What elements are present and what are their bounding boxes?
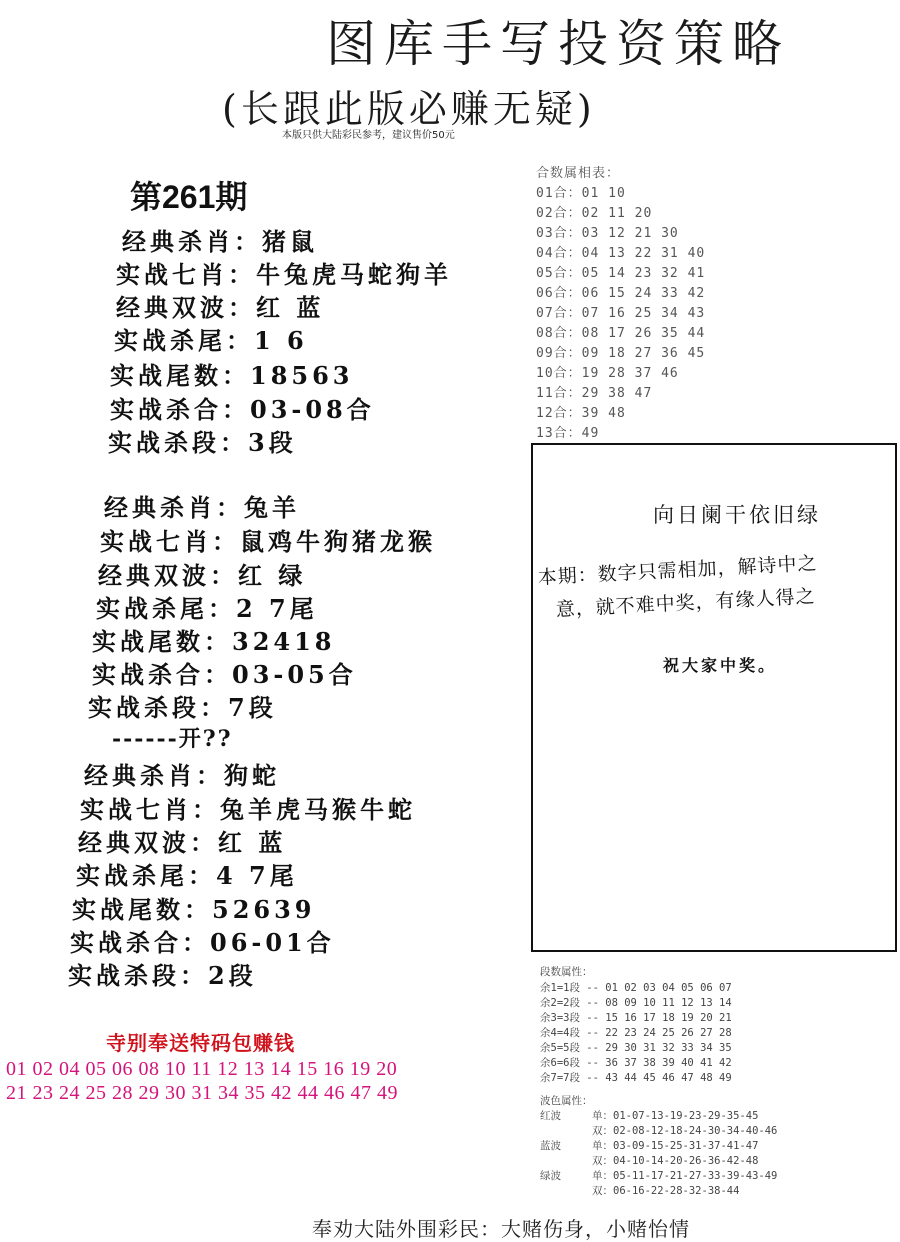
row-value: 红 蓝 — [256, 293, 325, 322]
row-value: 红 蓝 — [218, 828, 287, 857]
wave-numbers: 03-09-15-25-31-37-41-47 — [613, 1140, 759, 1152]
row-value: 猪鼠 — [262, 227, 318, 256]
sum-table-row: 07合：07 16 25 34 43 — [536, 306, 706, 321]
row-value: 52639 — [212, 895, 316, 924]
sum-table-row: 12合：39 48 — [536, 406, 626, 421]
segment-table-row: 余5=5段 -- 29 30 31 32 33 34 35 — [540, 1042, 732, 1054]
prediction-row — [116, 288, 324, 323]
prediction-row — [68, 956, 257, 991]
prediction-row — [98, 556, 306, 591]
row-label: 实战杀段： — [68, 961, 208, 990]
row-label: 实战杀合： — [70, 928, 210, 957]
wave-row — [540, 1123, 777, 1138]
row-value: 2段 — [208, 961, 257, 990]
wave-numbers: 04-10-14-20-26-36-42-48 — [613, 1155, 759, 1167]
segment-table-title: 段数属性： — [540, 966, 593, 978]
wave-kind: 单： — [592, 1140, 613, 1152]
row-label: 实战杀合： — [92, 660, 232, 689]
sum-table-row: 10合：19 28 37 46 — [536, 366, 679, 381]
prediction-row — [108, 423, 297, 458]
sum-table-row: 08合：08 17 26 35 44 — [536, 326, 706, 341]
wave-numbers: 01-07-13-19-23-29-35-45 — [613, 1110, 759, 1122]
row-label: 经典杀肖： — [104, 493, 244, 522]
sum-table-row: 01合：01 10 — [536, 186, 626, 201]
row-label: 实战七肖： — [100, 527, 240, 556]
wish-text: 祝大家中奖。 — [663, 656, 778, 675]
row-value: 06-01合 — [210, 928, 335, 957]
row-label: 实战七肖： — [80, 795, 220, 824]
wave-kind: 双： — [592, 1185, 613, 1197]
row-value: 鼠鸡牛狗猪龙猴 — [240, 527, 436, 556]
wave-label: 红波 — [540, 1110, 561, 1122]
prediction-row — [110, 356, 354, 391]
sum-table-row: 06合：06 15 24 33 42 — [536, 286, 706, 301]
promo-numbers-line-2: 21 23 24 25 28 29 30 31 34 35 42 44 46 47 49 — [6, 1082, 398, 1104]
footer-warning: 奉劝大陆外围彩民：大赌伤身，小赌怡情 — [312, 1217, 690, 1241]
wave-row — [540, 1153, 758, 1168]
segment-table-row: 余6=6段 -- 36 37 38 39 40 41 42 — [540, 1057, 732, 1069]
row-value: 狗蛇 — [224, 761, 280, 790]
sum-table-title: 合数属相表： — [536, 166, 621, 181]
wave-kind: 双： — [592, 1155, 613, 1167]
sum-table-row: 11合：29 38 47 — [536, 386, 653, 401]
wave-row — [540, 1183, 739, 1198]
row-value: 7段 — [228, 693, 277, 722]
prediction-row — [110, 390, 375, 425]
promo-numbers-line-1: 01 02 04 05 06 08 10 11 12 13 14 15 16 19 20 — [6, 1058, 398, 1080]
prediction-row — [80, 790, 416, 825]
prediction-row — [96, 589, 318, 624]
row-value: 4 7尾 — [216, 861, 298, 890]
row-value: 3段 — [248, 428, 297, 457]
poem-line-2: 本期：数字只需相加，解诗中之 — [537, 552, 818, 589]
row-label: 实战尾数： — [72, 895, 212, 924]
sum-table-row: 02合：02 11 20 — [536, 206, 653, 221]
segment-table-row: 余1=1段 -- 01 02 03 04 05 06 07 — [540, 982, 732, 994]
wave-numbers: 02-08-12-18-24-30-34-40-46 — [613, 1125, 778, 1137]
prediction-row — [104, 488, 300, 523]
row-label: 实战杀尾： — [114, 326, 254, 355]
page-subtitle: (长跟此版必赚无疑) — [222, 87, 596, 131]
prediction-row — [72, 890, 316, 925]
wave-kind: 单： — [592, 1110, 613, 1122]
prediction-row — [100, 522, 436, 557]
page-title: 图库手写投资策略 — [326, 15, 790, 73]
row-label: 经典双波： — [78, 828, 218, 857]
row-label: 实战尾数： — [110, 361, 250, 390]
row-label: 实战七肖： — [116, 260, 256, 289]
wave-row — [540, 1108, 758, 1123]
row-value: 2 7尾 — [236, 594, 318, 623]
sum-table-row: 09合：09 18 27 36 45 — [536, 346, 706, 361]
segment-table-row: 余7=7段 -- 43 44 45 46 47 48 49 — [540, 1072, 732, 1084]
row-value: 红 绿 — [238, 561, 307, 590]
prediction-row — [84, 756, 280, 791]
prediction-row — [116, 255, 452, 290]
row-label: 实战杀段： — [88, 693, 228, 722]
row-label: 实战杀合： — [110, 395, 250, 424]
separator-line: ------开?? — [112, 726, 233, 752]
row-value: 兔羊 — [244, 493, 300, 522]
poem-box — [531, 443, 897, 952]
sum-table-row: 05合：05 14 23 32 41 — [536, 266, 706, 281]
segment-table-row: 余2=2段 -- 08 09 10 11 12 13 14 — [540, 997, 732, 1009]
row-label: 实战尾数： — [92, 627, 232, 656]
price-note: 本版只供大陆彩民参考，建议售价50元 — [282, 130, 455, 141]
prediction-row — [88, 688, 277, 723]
row-value: 兔羊虎马猴牛蛇 — [220, 795, 416, 824]
sum-table-row: 03合：03 12 21 30 — [536, 226, 679, 241]
row-label: 经典杀肖： — [122, 227, 262, 256]
promo-title: 寺别奉送特码包赚钱 — [106, 1031, 295, 1055]
row-value: 18563 — [250, 361, 354, 390]
prediction-row — [122, 222, 318, 257]
row-label: 实战杀尾： — [76, 861, 216, 890]
wave-label: 蓝波 — [540, 1140, 561, 1152]
wave-kind: 双： — [592, 1125, 613, 1137]
row-value: 牛兔虎马蛇狗羊 — [256, 260, 452, 289]
row-value: 03-05合 — [232, 660, 357, 689]
row-label: 经典杀肖： — [84, 761, 224, 790]
wave-table-title: 波色属性： — [540, 1095, 593, 1107]
row-value: 1 6 — [254, 326, 308, 355]
sum-table-row: 04合：04 13 22 31 40 — [536, 246, 706, 261]
issue-number: 第261期 — [130, 179, 248, 215]
wave-kind: 单： — [592, 1170, 613, 1182]
wave-label: 绿波 — [540, 1170, 561, 1182]
prediction-row — [92, 655, 357, 690]
poem-line-1: 向日阑干依旧绿 — [653, 503, 821, 527]
row-label: 经典双波： — [116, 293, 256, 322]
segment-table-row: 余4=4段 -- 22 23 24 25 26 27 28 — [540, 1027, 732, 1039]
wave-row — [540, 1138, 758, 1153]
sum-table-row: 13合：49 — [536, 426, 600, 441]
row-value: 03-08合 — [250, 395, 375, 424]
row-value: 32418 — [232, 627, 336, 656]
poem-line-3: 意，就不难中奖，有缘人得之 — [555, 585, 817, 621]
prediction-row — [70, 923, 335, 958]
wave-numbers: 05-11-17-21-27-33-39-43-49 — [613, 1170, 778, 1182]
prediction-row — [92, 622, 336, 657]
wave-row — [540, 1168, 777, 1183]
prediction-row — [76, 856, 298, 891]
prediction-row — [78, 823, 286, 858]
row-label: 经典双波： — [98, 561, 238, 590]
row-label: 实战杀尾： — [96, 594, 236, 623]
row-label: 实战杀段： — [108, 428, 248, 457]
segment-table-row: 余3=3段 -- 15 16 17 18 19 20 21 — [540, 1012, 732, 1024]
prediction-row — [114, 321, 308, 356]
wave-numbers: 06-16-22-28-32-38-44 — [613, 1185, 740, 1197]
